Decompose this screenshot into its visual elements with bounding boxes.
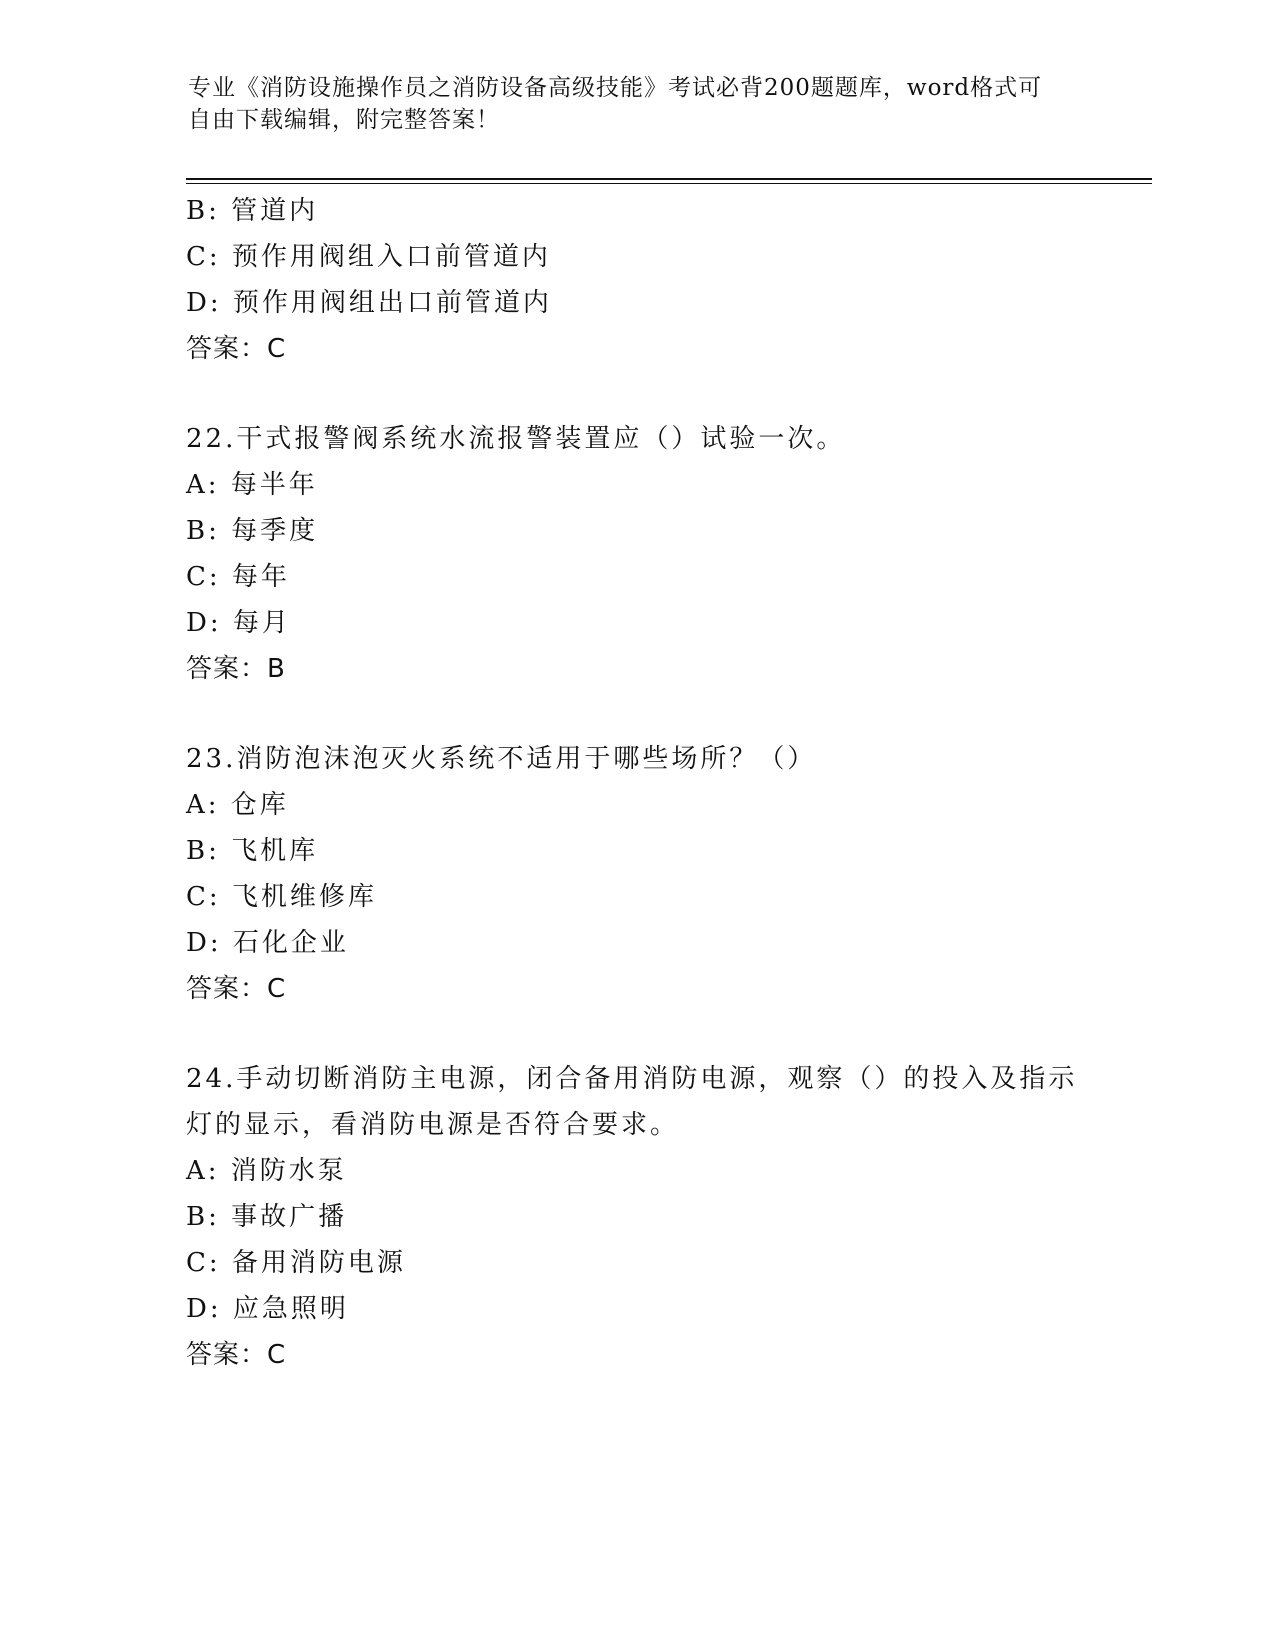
option-a: A: 仓库	[186, 790, 289, 820]
spacer	[186, 692, 1146, 736]
option-c: C: 每年	[186, 562, 290, 592]
question-fragment	[186, 188, 1146, 372]
option-c: C: 飞机维修库	[186, 882, 377, 912]
option-d: D: 每月	[186, 608, 291, 638]
option-c: C: 预作用阀组入口前管道内	[186, 242, 551, 272]
option-b: B: 管道内	[186, 196, 319, 226]
option-b: B: 飞机库	[186, 836, 319, 866]
question-text: 23.消防泡沫泡灭火系统不适用于哪些场所？（）	[186, 744, 817, 774]
option-d: D: 石化企业	[186, 928, 349, 958]
option-d: D: 预作用阀组出口前管道内	[186, 288, 552, 318]
header-divider-thick	[186, 178, 1152, 180]
option-c: C: 备用消防电源	[186, 1248, 406, 1278]
question-23	[186, 736, 1146, 1012]
spacer	[186, 1012, 1146, 1056]
answer-line: 答案：C	[186, 1340, 287, 1370]
answer-line: 答案：C	[186, 974, 287, 1004]
option-b: B: 事故广播	[186, 1202, 348, 1232]
answer-line: 答案：C	[186, 334, 287, 364]
question-22	[186, 416, 1146, 692]
answer-line: 答案：B	[186, 654, 286, 684]
question-24	[186, 1056, 1146, 1378]
question-text-line-2: 灯的显示，看消防电源是否符合要求。	[186, 1110, 680, 1140]
question-text: 22.干式报警阀系统水流报警装置应（）试验一次。	[186, 424, 846, 454]
question-list	[186, 188, 1146, 1378]
option-b: B: 每季度	[186, 516, 319, 546]
option-a: A: 每半年	[186, 470, 318, 500]
header-divider-thin	[186, 183, 1152, 184]
question-text-line-1: 24.手动切断消防主电源，闭合备用消防电源，观察（）的投入及指示	[186, 1064, 1078, 1094]
header-line-1: 专业《消防设施操作员之消防设备高级技能》考试必背200题题库，word格式可	[188, 75, 1043, 101]
header-line-2: 自由下载编辑，附完整答案！	[188, 107, 500, 133]
document-header	[188, 72, 1088, 136]
spacer	[186, 372, 1146, 416]
option-d: D: 应急照明	[186, 1294, 349, 1324]
option-a: A: 消防水泵	[186, 1156, 347, 1186]
